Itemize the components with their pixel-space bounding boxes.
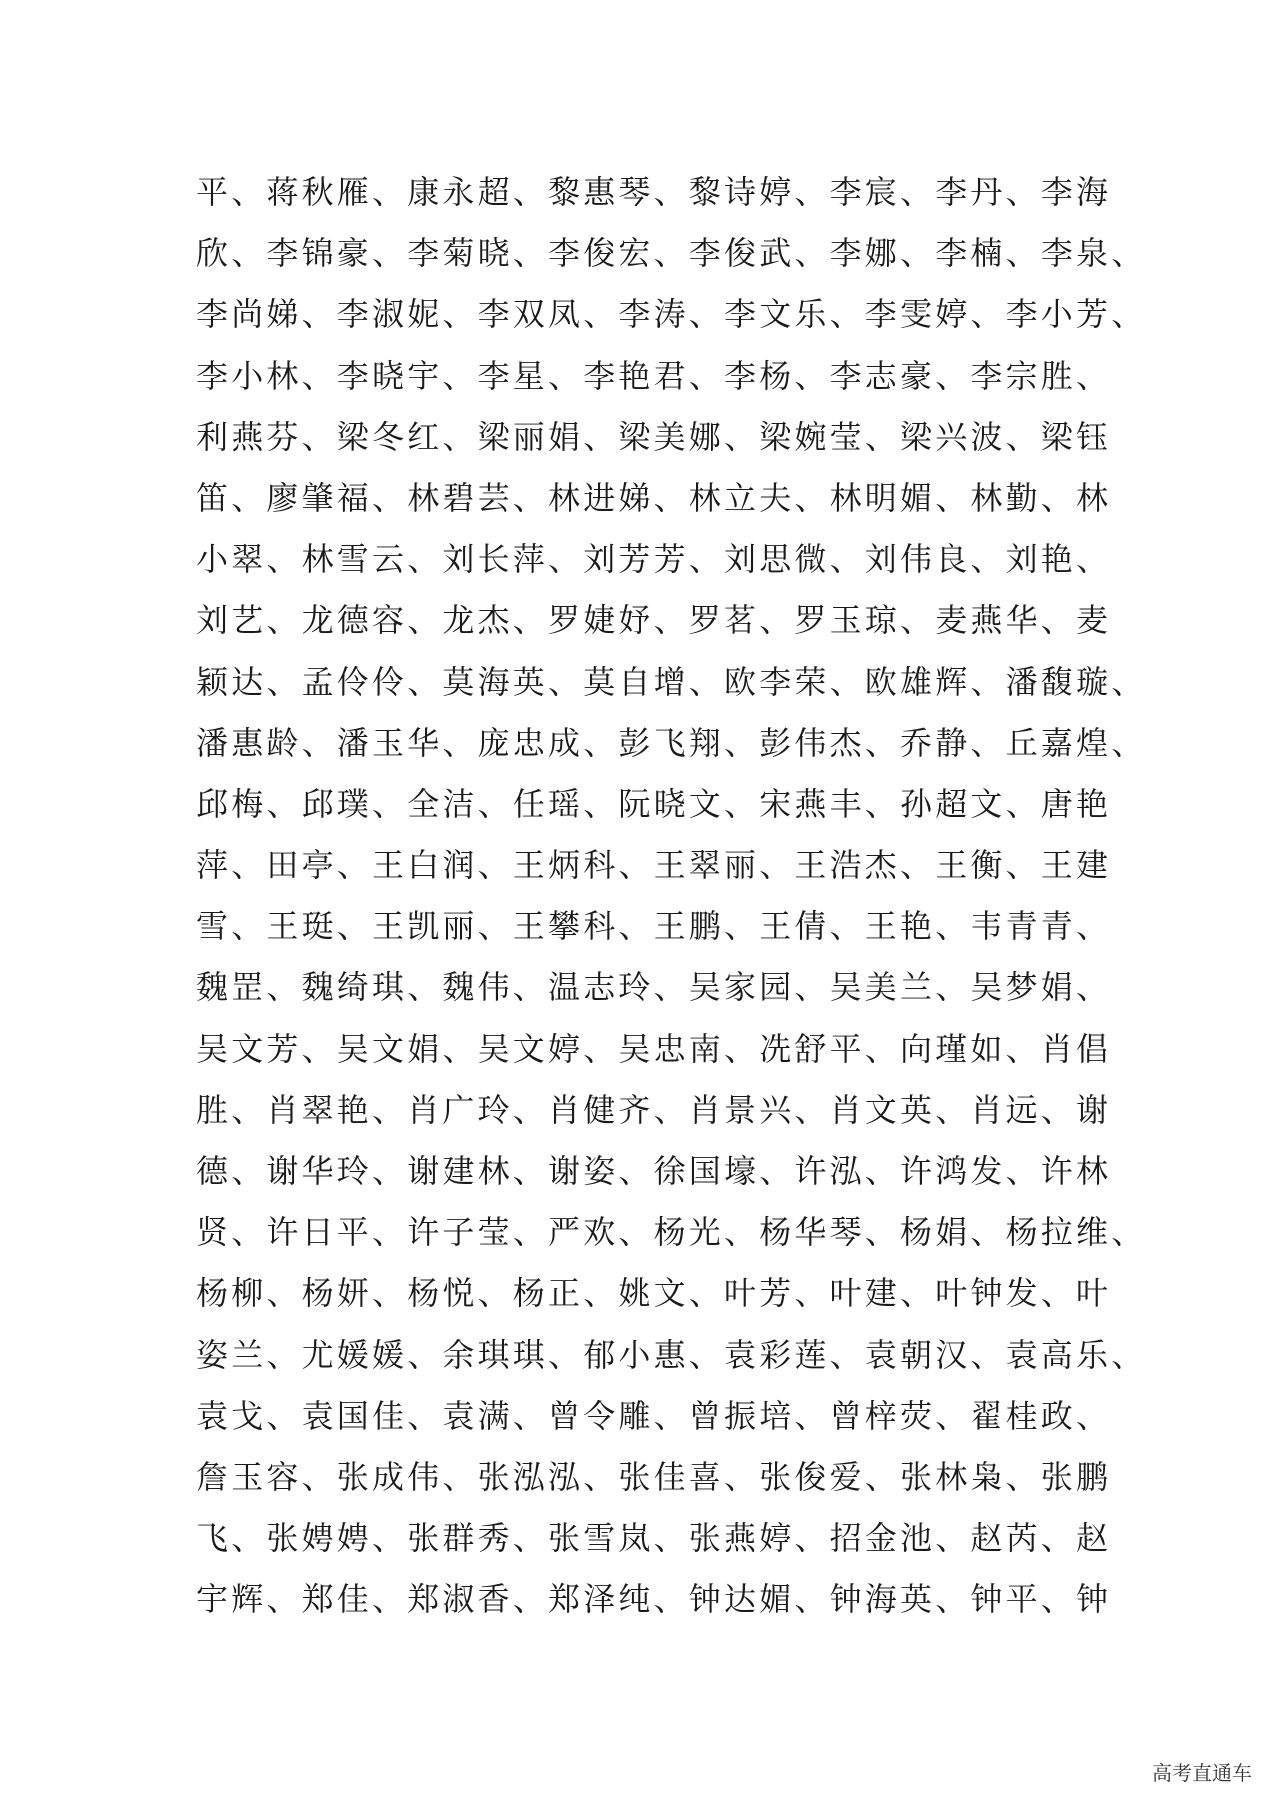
text-line: 袁戈、袁国佳、袁满、曾令雕、曾振培、曾梓荧、翟桂政、 <box>196 1396 1112 1435</box>
text-line: 潘惠龄、潘玉华、庞忠成、彭飞翔、彭伟杰、乔静、丘嘉煌、 <box>196 723 1147 762</box>
text-line: 邱梅、邱璞、全洁、任瑶、阮晓文、宋燕丰、孙超文、唐艳 <box>196 784 1112 823</box>
text-line: 魏罡、魏绮琪、魏伟、温志玲、吴家园、吴美兰、吴梦娟、 <box>196 968 1112 1007</box>
text-line: 飞、张娉娉、张群秀、张雪岚、张燕婷、招金池、赵芮、赵 <box>196 1519 1112 1558</box>
text-line: 李尚娣、李淑妮、李双凤、李涛、李文乐、李雯婷、李小芳、 <box>196 295 1147 334</box>
text-line: 利燕芬、梁冬红、梁丽娟、梁美娜、梁婉莹、梁兴波、梁钰 <box>196 417 1112 456</box>
text-line: 胜、肖翠艳、肖广玲、肖健齐、肖景兴、肖文英、肖远、谢 <box>196 1090 1112 1129</box>
text-line: 欣、李锦豪、李菊晓、李俊宏、李俊武、李娜、李楠、李泉、 <box>196 234 1147 273</box>
text-line: 雪、王珽、王凯丽、王攀科、王鹏、王倩、王艳、韦青青、 <box>196 907 1112 946</box>
text-line: 萍、田亭、王白润、王炳科、王翠丽、王浩杰、王衡、王建 <box>196 846 1112 885</box>
text-line: 笛、廖肇福、林碧芸、林进娣、林立夫、林明媚、林勤、林 <box>196 478 1112 517</box>
text-line: 吴文芳、吴文娟、吴文婷、吴忠南、冼舒平、向瑾如、肖倡 <box>196 1029 1112 1068</box>
name-list <box>196 162 1147 1631</box>
text-line: 詹玉容、张成伟、张泓泓、张佳喜、张俊爱、张林枭、张鹏 <box>196 1457 1112 1496</box>
watermark-label: 高考直通车 <box>1152 1761 1252 1785</box>
text-line: 小翠、林雪云、刘长萍、刘芳芳、刘思微、刘伟良、刘艳、 <box>196 540 1112 579</box>
text-line: 平、蒋秋雁、康永超、黎惠琴、黎诗婷、李宸、李丹、李海 <box>196 173 1112 211</box>
text-line: 李小林、李晓宇、李星、李艳君、李杨、李志豪、李宗胜、 <box>196 356 1112 395</box>
text-line: 贤、许日平、许子莹、严欢、杨光、杨华琴、杨娟、杨拉维、 <box>196 1213 1147 1252</box>
text-line: 德、谢华玲、谢建林、谢姿、徐国壕、许泓、许鸿发、许林 <box>196 1152 1112 1190</box>
text-line: 颖达、孟伶伶、莫海英、莫自增、欧李荣、欧雄辉、潘馥璇、 <box>196 662 1147 701</box>
text-line: 刘艺、龙德容、龙杰、罗婕妤、罗茗、罗玉琼、麦燕华、麦 <box>196 601 1112 640</box>
text-line: 杨柳、杨妍、杨悦、杨正、姚文、叶芳、叶建、叶钟发、叶 <box>196 1274 1112 1313</box>
text-line: 宇辉、郑佳、郑淑香、郑泽纯、钟达媚、钟海英、钟平、钟 <box>196 1580 1112 1619</box>
text-line: 姿兰、尤媛媛、余琪琪、郁小惠、袁彩莲、袁朝汉、袁高乐、 <box>196 1335 1147 1374</box>
